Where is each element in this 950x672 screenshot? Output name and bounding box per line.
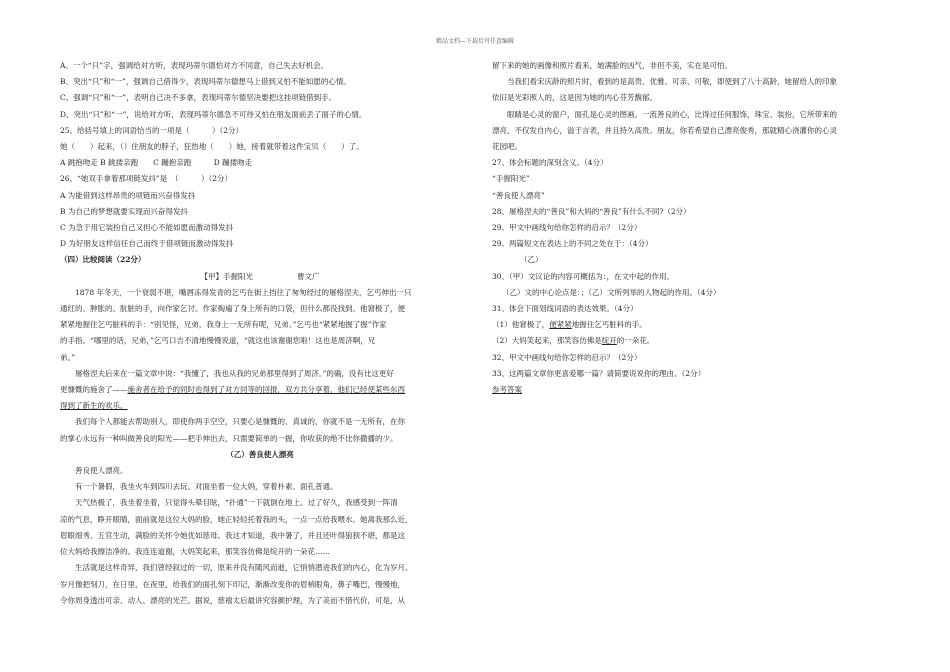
- passage-b-line: 眼睛是心灵的窗户，面孔是心灵的图画。一流善良的心，比得过任何服饰，珠宝、装扮，它所带来的: [507, 109, 837, 119]
- passage-a-text: 更慷慨的施舍了——: [60, 385, 128, 395]
- question-text: （1）他窘极了，: [492, 320, 550, 330]
- option-d: D、突出“只”和“一”，说给对方听，表现玛蒂尔德急不可待又怕在朋友面前丢了面子的心情。: [60, 109, 367, 119]
- passage-b-line: 凉的气息，睁开眼睛，面前就是这位大妈的脸，她正轻轻托着我的头，一点一点给我喂水。她离我那么近，: [60, 514, 413, 524]
- passage-b-line: 漂亮，不仅发自内心，溢于言表，并且持久高贵。朋友，你若希望自己漂亮俊秀，那就精心浇灌你的心灵: [492, 125, 837, 135]
- passage-a-line: 弟。”: [60, 352, 76, 362]
- passage-a-line: 屠格涅夫后来在一篇文章中说：“我懂了，我也从我的兄弟那里得到了周济。”的确，没有比这更好: [75, 368, 394, 378]
- question-26-option-c: C 为急于用它装扮自己又担心不能如愿而激动得发抖: [60, 223, 234, 233]
- passage-a-line: 的掌心永远有一种叫做善良的阳光——把手伸出去，只需要简单的一握，你收获的绝不比你撒播的少。: [60, 433, 398, 443]
- question-32: 32、甲文中画线句给你怎样的启示？（2分）: [492, 352, 642, 362]
- passage-b-line: 花园吧。: [492, 142, 522, 152]
- question-27-title-b: “善良使人漂亮”: [492, 190, 545, 200]
- question-text: 的一朵花。: [616, 336, 655, 346]
- passage-b-line: 位大妈给我擦洁净的。我连连道谢，大妈笑起来，那笑容仿佛是绽开的一朵花……: [60, 547, 330, 557]
- option-a: A、一个“只”字，强调给对方听，表现玛蒂尔德怕对方不同意，自己失去好机会。: [60, 61, 329, 70]
- passage-a-title-line: [60, 269, 460, 285]
- underlined-word: 便紧紧: [549, 320, 572, 330]
- question-28: 28、屠格涅夫的“善良”和大妈的“善良”有什么不同?（2分）: [492, 206, 691, 216]
- question-26-option-b: B 为自己的梦想就要实现而兴奋得发抖: [60, 206, 188, 216]
- passage-b-line: 有一个暑假，我坐火车到四川去玩。对面坐着一位大妈，穿着朴素、面孔普通。: [75, 482, 338, 492]
- right-column: [492, 58, 892, 398]
- question-31-item-1: [492, 317, 892, 333]
- passage-b-line: 令你周身透出可亲、动人、漂亮的光芒。据说，慈禧太后最讲究容颜护理，为了美而不惜代价，可是，从: [60, 595, 405, 605]
- passage-a-line: [60, 382, 460, 398]
- question-26-option-a: A 为能借到这样昂贵的项链而兴奋得发抖: [60, 190, 196, 200]
- question-25-options: A 跳抱吻走 B 跳搂亲跑 C 蹦抱亲跑 D 蹦搂吻走: [60, 158, 253, 168]
- option-c: C、强调“只”和“一”，表明自己决不多拿，表现玛蒂尔德坚决要把这挂项链借到手。: [60, 93, 337, 103]
- question-29-label: （乙）: [520, 255, 543, 265]
- question-27-title-a: “手握阳光”: [492, 174, 530, 184]
- question-31: 31、体会下面划线词语的表达效果。（4分）: [492, 304, 638, 314]
- passage-a-author: 曹文广: [297, 271, 320, 281]
- passage-a-line: 紧紧地握住乞丐脏科的手：“别见怪，兄弟，我身上一无所有呢，兄弟。”乞丐也“紧紧地握了握”作家: [60, 320, 387, 330]
- question-30: 30、（甲）文议论的内容可概括为：，在文中起的作用。: [492, 271, 675, 281]
- question-26-option-d: D 为好朋友这样信任自己而终于借项链而激动得发抖: [60, 239, 234, 249]
- question-31-item-2: [492, 333, 892, 349]
- passage-b-line: 天气热极了，我坐着坐着，只觉得头晕目眩，“扑通”一下就倒在地上。过了好久，我感受到一阵清: [75, 498, 398, 508]
- question-25: 25、给括号填上的词语恰当的一项是（ ）（2分）: [60, 125, 244, 135]
- underlined-sentence: 得到了新生的欢乐。: [60, 401, 128, 411]
- question-25-sentence: 她（ ）起来，（）住朋友的脖子，狂热地（ ）她，接着就带着这件宝贝（ ）了。: [60, 142, 364, 152]
- passage-b-line: 岁月像把刻刀，在日里，在夜里，给我们的面孔刻下印记，渐渐改变你的眉梢眼角，鼻子嘴巴，慢慢地，: [60, 579, 405, 589]
- left-column: [60, 58, 460, 609]
- section-4-heading: （四）比较阅读（22分）: [60, 255, 146, 265]
- page-header: 精品文档---下载后可任意编辑: [435, 38, 515, 45]
- question-text: （2）大妈笑起来，那笑容仿佛是: [492, 336, 602, 346]
- passage-b-line: 生活就是这样奇异，我们曾经叙过的一切，原来并没有随风而逝，它悄悄潜进我们的内心，化为岁月。: [75, 563, 413, 573]
- question-33: 33、这两篇文章你更喜爱哪一篇？请简要说说你的理由。（2分）: [492, 368, 706, 378]
- question-26: 26、“她双手拿着那项链发抖”是 （ ）（2分）: [60, 174, 232, 184]
- question-text: 地握住乞丐脏科的手。: [571, 320, 647, 330]
- passage-a-line: 通红的、肿胀的、肮脏的手，向作家乞讨。作家掏遍了身上所有的口袋，但什么都没找到。他窘极了，便: [60, 304, 405, 314]
- passage-b-line: 留下来的她的画像和照片看来，她满脸的凶气，非但不美，实在是可怕。: [492, 61, 732, 70]
- question-29-b: 29、两篇短文在表达上的不同之处在于：（4分）: [492, 239, 653, 249]
- passage-a-line: 我们每个人都能去帮助别人，即使你两手空空，只要心是慷慨的、真诚的，你就不是一无所有，在你: [75, 417, 405, 427]
- reference-answers-link[interactable]: 参考答案: [492, 385, 522, 395]
- passage-a-line: [60, 398, 460, 414]
- question-29: 29、甲文中画线句给你怎样的启示？（2分）: [492, 223, 642, 233]
- passage-a-line: 1878 年冬天，一个衰弱不堪，嘴唇冻得发青的乞丐在街上挡住了匆匆经过的屠格涅夫，乞丐伸出一只: [75, 287, 412, 297]
- underlined-word: 绽开: [601, 336, 617, 346]
- question-30-b: （乙）文的中心论点是：；（乙）文所列举的人物起的作用。（4分）: [502, 287, 721, 297]
- passage-b-title: （乙）善良使人漂亮: [226, 449, 294, 459]
- passage-b-line: 善良使人漂亮。: [75, 466, 128, 476]
- passage-b-line: 依旧是光彩照人的，这是因为她的内心芬芳馥郁。: [492, 93, 657, 103]
- passage-a-line: 的手指。“哪里的话，兄弟，”乞丐口吉不清地慢慢说道，“就这也该谢谢您啦！这也是周济啊，兄: [60, 336, 376, 346]
- passage-a-title: 【甲】手握阳光: [200, 271, 253, 281]
- underlined-sentence: 施舍者在给予的同时也得到了对方同等的回报，双方共分享着，他们已经使某些东西: [127, 385, 405, 395]
- passage-b-line: 当我们看宋庆龄的照片时，看到的是高贵、优雅、可亲、可敬，即使到了八十高龄，她留给人的印象: [507, 77, 837, 87]
- option-b: B、突出“只”和“一”，强调自己借得少，表现玛蒂尔德想马上借到又怕不能如愿的心情。: [60, 77, 351, 87]
- question-27: 27、体会标题的深刻含义。（4分）: [492, 158, 608, 168]
- passage-b-line: 眉眼细秀、五官生动，满脸的关怀令她优如慈母。我这才知道，我中暑了，并且还叶得狼狈不堪，都是这: [60, 530, 405, 540]
